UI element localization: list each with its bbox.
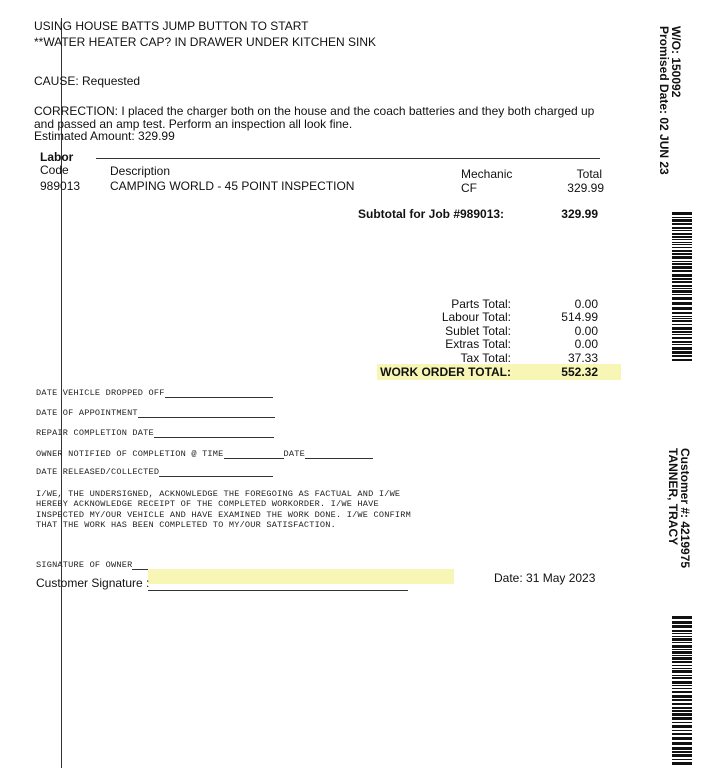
- barcode-stripe: [672, 230, 692, 231]
- barcode-stripe: [672, 285, 692, 287]
- correction-line-2: and passed an amp test. Perform an inspection all look fine.: [34, 117, 353, 131]
- released-label: DATE RELEASED/COLLECTED: [36, 467, 160, 477]
- customer-number: Customer #: 4219975: [678, 448, 692, 569]
- barcode-stripe: [672, 675, 692, 676]
- appointment-field[interactable]: [36, 408, 275, 418]
- appointment-label: DATE OF APPOINTMENT: [36, 408, 138, 418]
- barcode-stripe: [672, 737, 692, 740]
- extras-total-label: Extras Total:: [445, 337, 511, 351]
- customer-name: TANNER, TRACY: [666, 448, 680, 546]
- barcode-stripe: [672, 227, 692, 229]
- customer-signature-label: Customer Signature :: [36, 576, 150, 590]
- barcode-stripe: [672, 347, 692, 350]
- barcode-stripe: [672, 717, 692, 720]
- header-mechanic: Mechanic: [461, 167, 513, 181]
- appointment-blank[interactable]: [138, 409, 275, 418]
- dropped-off-field[interactable]: [36, 388, 273, 398]
- ack-line-1: I/WE, THE UNDERSIGNED, ACKNOWLEDGE THE FOREGOING AS FACTUAL AND I/WE: [36, 489, 401, 499]
- barcode-stripe: [672, 625, 692, 628]
- barcode-stripe: [672, 281, 692, 283]
- barcode-stripe: [672, 725, 692, 728]
- barcode-stripe: [672, 730, 692, 731]
- owner-notified-date-blank[interactable]: [305, 450, 373, 459]
- barcode-bottom: [672, 616, 692, 766]
- barcode-stripe: [672, 261, 692, 262]
- barcode-stripe: [672, 288, 692, 289]
- barcode-stripe: [672, 274, 692, 277]
- barcode-stripe: [672, 278, 692, 280]
- correction-line-1: CORRECTION: I placed the charger both on the house and the coach batteries and they both charged up: [34, 104, 595, 118]
- barcode-stripe: [672, 253, 692, 255]
- barcode-stripe: [672, 699, 692, 701]
- barcode-stripe: [672, 219, 692, 222]
- barcode-stripe: [672, 751, 692, 753]
- barcode-stripe: [672, 762, 692, 765]
- labour-total-label: Labour Total:: [441, 310, 511, 324]
- barcode-stripe: [672, 236, 692, 238]
- date-signed: Date: 31 May 2023: [494, 571, 596, 585]
- barcode-stripe: [672, 742, 692, 745]
- barcode-stripe: [672, 263, 692, 265]
- barcode-stripe: [672, 290, 692, 293]
- barcode-stripe: [672, 307, 692, 310]
- sublet-total-label: Sublet Total:: [445, 324, 511, 338]
- estimated-amount: Estimated Amount: 329.99: [34, 129, 175, 143]
- barcode-stripe: [672, 681, 692, 684]
- dropped-off-label: DATE VEHICLE DROPPED OFF: [36, 388, 165, 398]
- barcode-stripe: [672, 710, 692, 712]
- barcode-stripe: [672, 642, 692, 643]
- owner-notified-time-blank[interactable]: [224, 450, 284, 459]
- owner-notified-label: OWNER NOTIFIED OF COMPLETION @ TIME: [36, 449, 224, 459]
- barcode-stripe: [672, 759, 692, 760]
- header-code: Code: [40, 163, 69, 177]
- barcode-stripe: [672, 636, 692, 637]
- barcode-stripe: [672, 324, 692, 325]
- tax-total-value: 37.33: [567, 351, 598, 365]
- barcode-stripe: [672, 217, 692, 218]
- repair-completion-field[interactable]: [36, 428, 274, 438]
- barcode-stripe: [672, 633, 692, 634]
- barcode-stripe: [672, 212, 692, 215]
- barcode-stripe: [672, 670, 692, 673]
- barcode-stripe: [672, 657, 692, 660]
- barcode-stripe: [672, 691, 692, 693]
- barcode-stripe: [672, 661, 692, 663]
- promised-date: Promised Date: 02 JUN 23: [657, 26, 671, 175]
- row-code: 989013: [40, 179, 81, 193]
- signature-highlight: [148, 569, 454, 584]
- labour-total-value: 514.99: [561, 310, 598, 324]
- work-order-total-label: WORK ORDER TOTAL:: [380, 365, 511, 379]
- row-description: CAMPING WORLD - 45 POINT INSPECTION: [110, 179, 355, 193]
- subtotal-value: 329.99: [561, 207, 598, 221]
- owner-notified-field[interactable]: [36, 449, 373, 459]
- barcode-stripe: [672, 351, 692, 354]
- repair-completion-blank[interactable]: [154, 429, 274, 438]
- tax-total-label: Tax Total:: [460, 351, 511, 365]
- barcode-stripe: [672, 337, 692, 339]
- note-line-1: USING HOUSE BATTS JUMP BUTTON TO START: [34, 19, 309, 33]
- barcode-stripe: [672, 334, 692, 335]
- barcode-stripe: [672, 688, 692, 689]
- barcode-stripe: [672, 695, 692, 698]
- barcode-stripe: [672, 266, 692, 269]
- barcode-stripe: [672, 733, 692, 735]
- parts-total-value: 0.00: [574, 297, 598, 311]
- parts-total-label: Parts Total:: [451, 297, 511, 311]
- repair-completion-label: REPAIR COMPLETION DATE: [36, 428, 154, 438]
- barcode-stripe: [672, 747, 692, 750]
- barcode-stripe: [672, 707, 692, 709]
- barcode-stripe: [672, 355, 692, 357]
- barcode-stripe: [672, 649, 692, 650]
- barcode-stripe: [672, 668, 692, 669]
- barcode-stripe: [672, 242, 692, 243]
- ack-line-2: HEREBY ACKNOWLEDGE RECEIPT OF THE COMPLETED WORKORDER. I/WE HAVE: [36, 499, 379, 509]
- owner-notified-date-label: DATE: [283, 449, 305, 459]
- barcode-stripe: [672, 645, 692, 648]
- barcode-stripe: [672, 223, 692, 225]
- barcode-stripe: [672, 318, 692, 319]
- subtotal-label: Subtotal for Job #989013:: [358, 207, 505, 221]
- labor-heading: Labor: [40, 150, 74, 164]
- barcode-stripe: [672, 754, 692, 757]
- barcode-stripe: [672, 655, 692, 656]
- barcode-stripe: [672, 713, 692, 716]
- barcode-stripe: [672, 320, 692, 322]
- ack-line-4: THAT THE WORK HAS BEEN COMPLETED TO MY/OUR SATISFACTION.: [36, 520, 336, 530]
- work-order-number: W/O: 150092: [669, 26, 683, 98]
- barcode-stripe: [672, 247, 692, 248]
- barcode-stripe: [672, 341, 692, 343]
- barcode-stripe: [672, 302, 692, 305]
- barcode-stripe: [672, 651, 692, 654]
- released-blank[interactable]: [159, 468, 273, 477]
- barcode-stripe: [672, 316, 692, 317]
- barcode-stripe: [672, 677, 692, 679]
- ack-line-3: INSPECTED MY/OUR VEHICLE AND HAVE EXAMINED THE WORK DONE. I/WE CONFIRM: [36, 510, 411, 520]
- barcode-stripe: [672, 359, 692, 361]
- header-total: Total: [576, 167, 602, 181]
- barcode-stripe: [672, 331, 692, 333]
- barcode-stripe: [672, 722, 692, 723]
- extras-total-value: 0.00: [574, 337, 598, 351]
- barcode-stripe: [672, 250, 692, 252]
- barcode-stripe: [672, 344, 692, 345]
- note-line-2: **WATER HEATER CAP? IN DRAWER UNDER KITCHEN SINK: [34, 35, 377, 49]
- dropped-off-blank[interactable]: [165, 389, 273, 398]
- barcode-stripe: [672, 256, 692, 259]
- labor-rule: [96, 158, 600, 159]
- barcode-stripe: [672, 294, 692, 295]
- barcode-stripe: [672, 239, 692, 240]
- barcode-stripe: [672, 665, 692, 666]
- customer-signature-line[interactable]: [148, 590, 408, 591]
- header-description: Description: [110, 164, 171, 178]
- barcode-stripe: [672, 312, 692, 314]
- cause-text: CAUSE: Requested: [34, 74, 141, 88]
- owner-signature-label: SIGNATURE OF OWNER: [36, 560, 133, 570]
- barcode-stripe: [672, 233, 692, 235]
- barcode-stripe: [672, 621, 692, 624]
- barcode-stripe: [672, 244, 692, 245]
- barcode-stripe: [672, 297, 692, 300]
- work-order-total-value: 552.32: [561, 365, 598, 379]
- row-mechanic: CF: [461, 181, 477, 195]
- barcode-top: [672, 212, 692, 362]
- released-field[interactable]: [36, 467, 273, 477]
- barcode-stripe: [672, 638, 692, 641]
- barcode-stripe: [672, 270, 692, 272]
- barcode-stripe: [672, 327, 692, 330]
- barcode-stripe: [672, 616, 692, 619]
- barcode-stripe: [672, 630, 692, 632]
- row-total: 329.99: [567, 181, 604, 195]
- sublet-total-value: 0.00: [574, 324, 598, 338]
- barcode-stripe: [672, 685, 692, 686]
- barcode-stripe: [672, 703, 692, 705]
